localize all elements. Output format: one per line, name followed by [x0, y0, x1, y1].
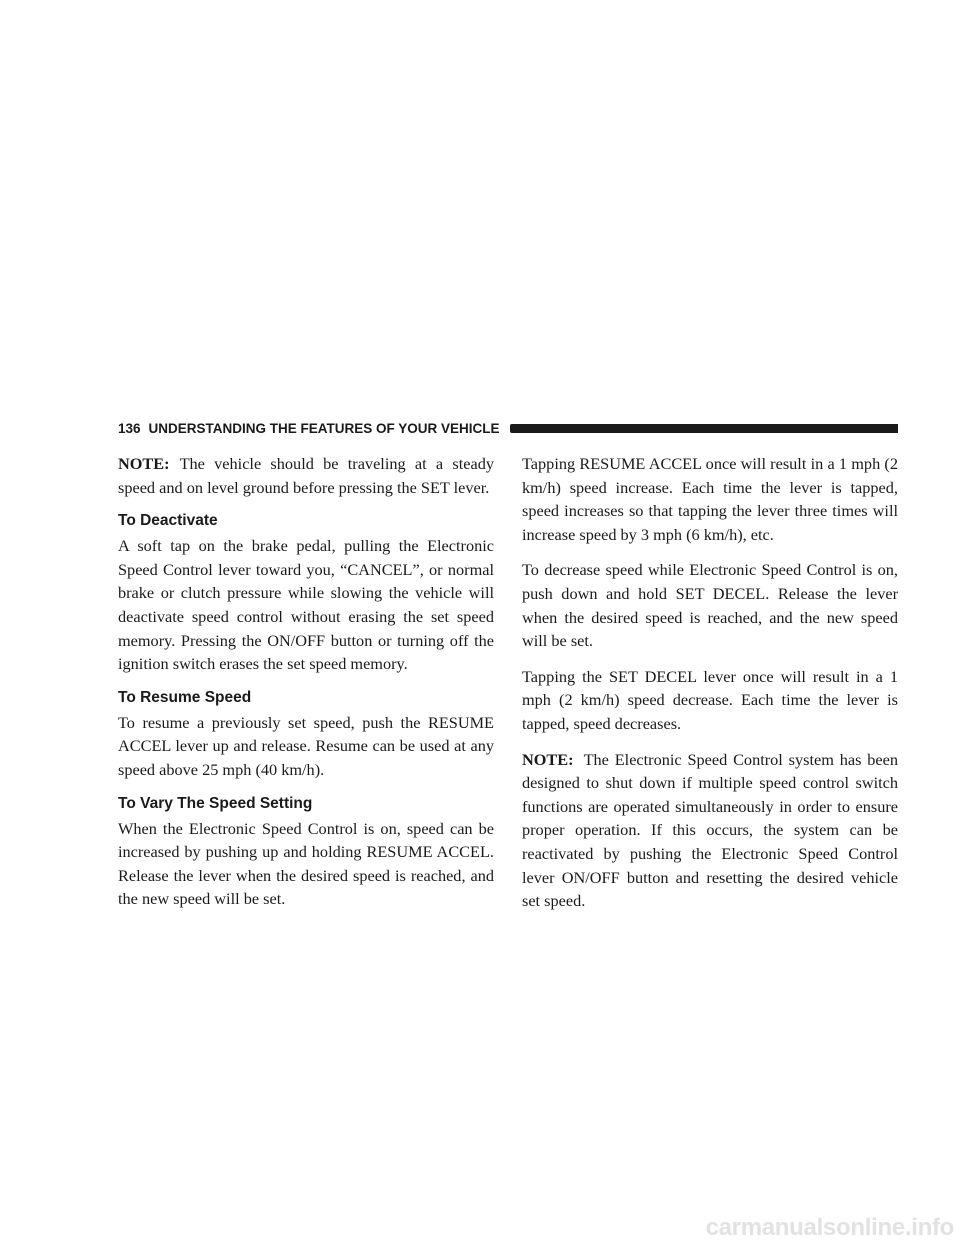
heading-to-resume-speed: To Resume Speed — [118, 688, 252, 706]
decel-tap-paragraph: Tapping the SET DECEL lever once will result in a 1 mph (2 km/h) speed decrease. Each time the lever is tapped, speed decreases. — [522, 666, 898, 733]
note-label: NOTE: — [118, 454, 170, 473]
heading-to-vary-speed-setting: To Vary The Speed Setting — [118, 794, 313, 812]
note-text: The vehicle should be traveling at a steady speed and on level ground before pressing the SET lever. — [118, 454, 494, 497]
resume-paragraph: To resume a previously set speed, push the RESUME ACCEL lever up and release. Resume can be used at any speed above 25 mph (40 km/h). — [118, 712, 494, 779]
vary-paragraph: When the Electronic Speed Control is on, speed can be increased by pushing up and holding RESUME ACCEL. Release the lever when the desired speed is reached, and the new speed will be set. — [118, 818, 494, 909]
left-column — [118, 452, 494, 923]
right-column — [522, 452, 898, 925]
section-title: UNDERSTANDING THE FEATURES OF YOUR VEHICLE — [148, 420, 500, 436]
accel-tap-paragraph: Tapping RESUME ACCEL once will result in a 1 mph (2 km/h) speed increase. Each time the lever is tapped, speed increases so that tapping the lever three times will increase speed by 3 mph (6 km/h), etc. — [522, 454, 898, 544]
note-paragraph — [118, 452, 494, 499]
note-paragraph-2 — [522, 748, 898, 913]
heading-to-deactivate: To Deactivate — [118, 512, 218, 530]
note-label: NOTE: — [522, 749, 574, 769]
page-header — [118, 418, 898, 438]
decrease-speed-paragraph: To decrease speed while Electronic Speed Control is on, push down and hold SET DECEL. Release the lever when the desired speed is reached, and the new speed will be set. — [522, 560, 898, 651]
deactivate-paragraph: A soft tap on the brake pedal, pulling the Electronic Speed Control lever toward you, “CANCEL”, or normal brake or clutch pressure while slowing the vehicle will deactivate speed control without erasing the set speed memory. Pressing the ON/OFF button or turning off the ignition switch erases the set speed memory. — [118, 536, 494, 674]
note-text: The Electronic Speed Control system has been designed to shut down if multiple speed control switch functions are operated simultaneously in order to ensure proper operation. If this occurs, the system can be reactivated by pushing the Electronic Speed Control lever ON/OFF button and resetting the desired vehicle set speed. — [522, 749, 898, 911]
site-watermark: carmanualsonline.info — [705, 1214, 954, 1241]
page-number: 136 — [118, 420, 141, 436]
header-rule — [510, 424, 898, 433]
